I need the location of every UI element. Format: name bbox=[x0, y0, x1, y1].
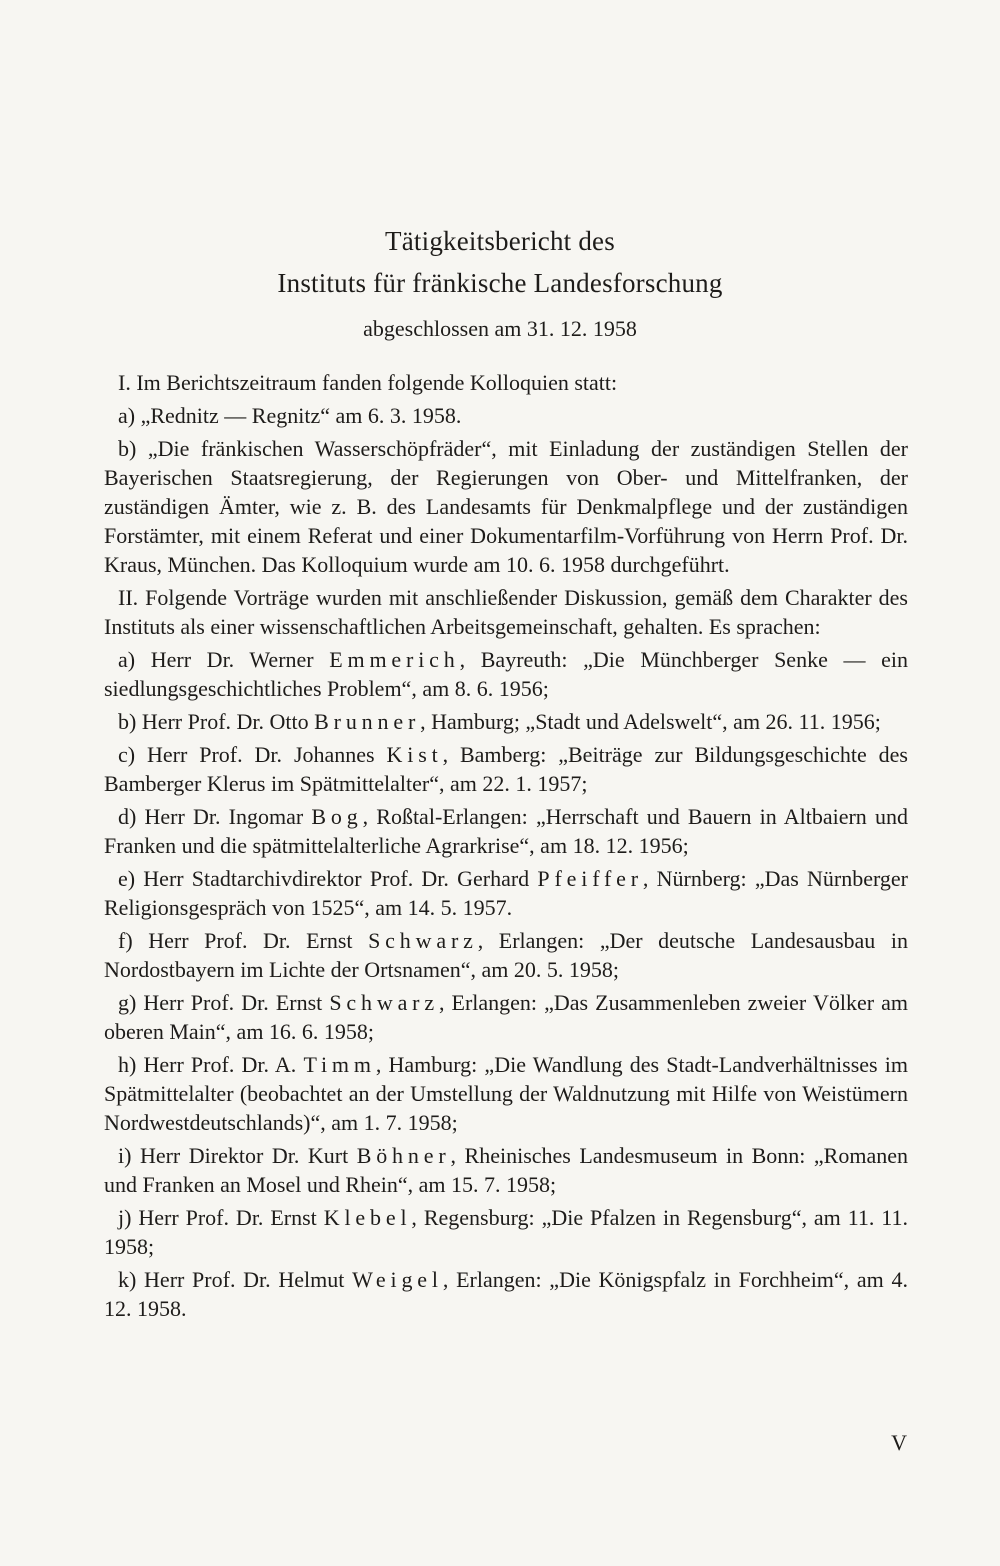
report-title-line-1: Tätigkeitsbericht des bbox=[385, 226, 615, 256]
talk-item bbox=[104, 988, 908, 1046]
section-1-intro: I. Im Berichtszeitraum fanden folgende Kolloquien statt: bbox=[118, 370, 618, 395]
colloquium-item: b) „Die fränkischen Wasserschöpfräder“, mit Einladung der zuständigen Stellen der Bayerischen Staatsregierung, der Regierungen von Ober- und Mittelfranken, der zuständigen Ämter, wie z. B. des Landesamts für Denkmalpflege und der zuständigen Forstämter, mit einem Referat und einer Dokumentarfilm-Vorführung von Herrn Prof. Dr. Kraus, München. Das Kolloquium wurde am 10. 6. 1958 durchgeführt. bbox=[104, 436, 908, 577]
speaker-name: Brunner bbox=[314, 709, 421, 734]
talk-prefix: c) Herr Prof. Dr. Johannes bbox=[118, 742, 387, 767]
talk-item bbox=[104, 645, 908, 703]
speaker-name: Weigel bbox=[352, 1267, 443, 1292]
talk-item bbox=[104, 1141, 908, 1199]
talk-prefix: i) Herr Direktor Dr. Kurt bbox=[118, 1143, 357, 1168]
talk-prefix: g) Herr Prof. Dr. Ernst bbox=[118, 990, 330, 1015]
speaker-name: Timm bbox=[303, 1052, 376, 1077]
talk-prefix: a) Herr Dr. Werner bbox=[118, 647, 330, 672]
talk-prefix: j) Herr Prof. Dr. Ernst bbox=[118, 1205, 324, 1230]
section-2-intro: II. Folgende Vorträge wurden mit anschließender Diskussion, gemäß dem Charakter des Instituts als einer wissenschaftlichen Arbeitsgemeinschaft, gehalten. Es sprachen: bbox=[104, 585, 908, 639]
talk-item bbox=[104, 740, 908, 798]
talk-details: , Nürnberg: „Das Nürnberger Religionsgespräch von 1525“, am 14. 5. 1957. bbox=[104, 866, 909, 920]
colloquium-item: a) „Rednitz — Regnitz“ am 6. 3. 1958. bbox=[118, 403, 462, 428]
talk-prefix: d) Herr Dr. Ingomar bbox=[118, 804, 312, 829]
report-body bbox=[104, 368, 908, 1327]
talk-details: , Erlangen: „Der deutsche Landesausbau in Nordostbayern im Lichte der Ortsnamen“, am 20. 5. 1958; bbox=[104, 928, 908, 982]
speaker-name: Pfeiffer bbox=[537, 866, 643, 891]
talk-details: , Bamberg: „Beiträge zur Bildungsgeschichte des Bamberger Klerus im Spätmittelalter“, am 22. 1. 1957; bbox=[104, 742, 908, 796]
talk-details: , Rheinisches Landesmuseum in Bonn: „Romanen und Franken an Mosel und Rhein“, am 15. 7. 1958; bbox=[104, 1143, 908, 1197]
page-number: V bbox=[891, 1430, 907, 1455]
speaker-name: Emmerich bbox=[329, 647, 460, 672]
talk-prefix: b) Herr Prof. Dr. Otto bbox=[118, 709, 315, 734]
talk-prefix: h) Herr Prof. Dr. A. bbox=[118, 1052, 304, 1077]
report-title-line-2: Instituts für fränkische Landesforschung bbox=[277, 268, 723, 298]
speaker-name: Schwarz bbox=[329, 990, 439, 1015]
speaker-name: Böhner bbox=[356, 1143, 451, 1168]
talk-item bbox=[104, 926, 908, 984]
talk-item bbox=[104, 1203, 908, 1261]
talk-details: , Erlangen: „Das Zusammenleben zweier Völker am oberen Main“, am 16. 6. 1958; bbox=[104, 990, 908, 1044]
talk-prefix: e) Herr Stadtarchivdirektor Prof. Dr. Gerhard bbox=[118, 866, 538, 891]
talk-details: , Regensburg: „Die Pfalzen in Regensburg“, am 11. 11. 1958; bbox=[104, 1205, 908, 1259]
talk-item bbox=[104, 1265, 908, 1323]
talk-item bbox=[104, 707, 908, 736]
speaker-name: Bog bbox=[311, 804, 363, 829]
speaker-name: Kist bbox=[386, 742, 443, 767]
talk-item bbox=[104, 864, 908, 922]
talk-details: , Erlangen: „Die Königspfalz in Forchheim“, am 4. 12. 1958. bbox=[104, 1267, 908, 1321]
talk-details: , Roßtal-Erlangen: „Herrschaft und Bauern in Altbaiern und Franken und die spätmittelalterliche Agrarkrise“, am 18. 12. 1956; bbox=[104, 804, 908, 858]
talk-prefix: k) Herr Prof. Dr. Helmut bbox=[118, 1267, 353, 1292]
talk-prefix: f) Herr Prof. Dr. Ernst bbox=[118, 928, 369, 953]
talk-item bbox=[104, 1050, 908, 1137]
report-subtitle: abgeschlossen am 31. 12. 1958 bbox=[363, 316, 637, 341]
speaker-name: Klebel bbox=[323, 1205, 412, 1230]
speaker-name: Schwarz bbox=[368, 928, 478, 953]
talk-details: , Bayreuth: „Die Münchberger Senke — ein siedlungsgeschichtliches Problem“, am 8. 6. 1956; bbox=[104, 647, 908, 701]
talk-item bbox=[104, 802, 908, 860]
talk-details: , Hamburg: „Die Wandlung des Stadt-Landverhältnisses im Spätmittelalter (beobachtet an der Umstellung der Waldnutzung mit Hilfe von Weistümern Nordwestdeutschlands)“, am 1. 7. 1958; bbox=[104, 1052, 908, 1135]
talk-details: , Hamburg; „Stadt und Adelswelt“, am 26. 11. 1956; bbox=[420, 709, 881, 734]
